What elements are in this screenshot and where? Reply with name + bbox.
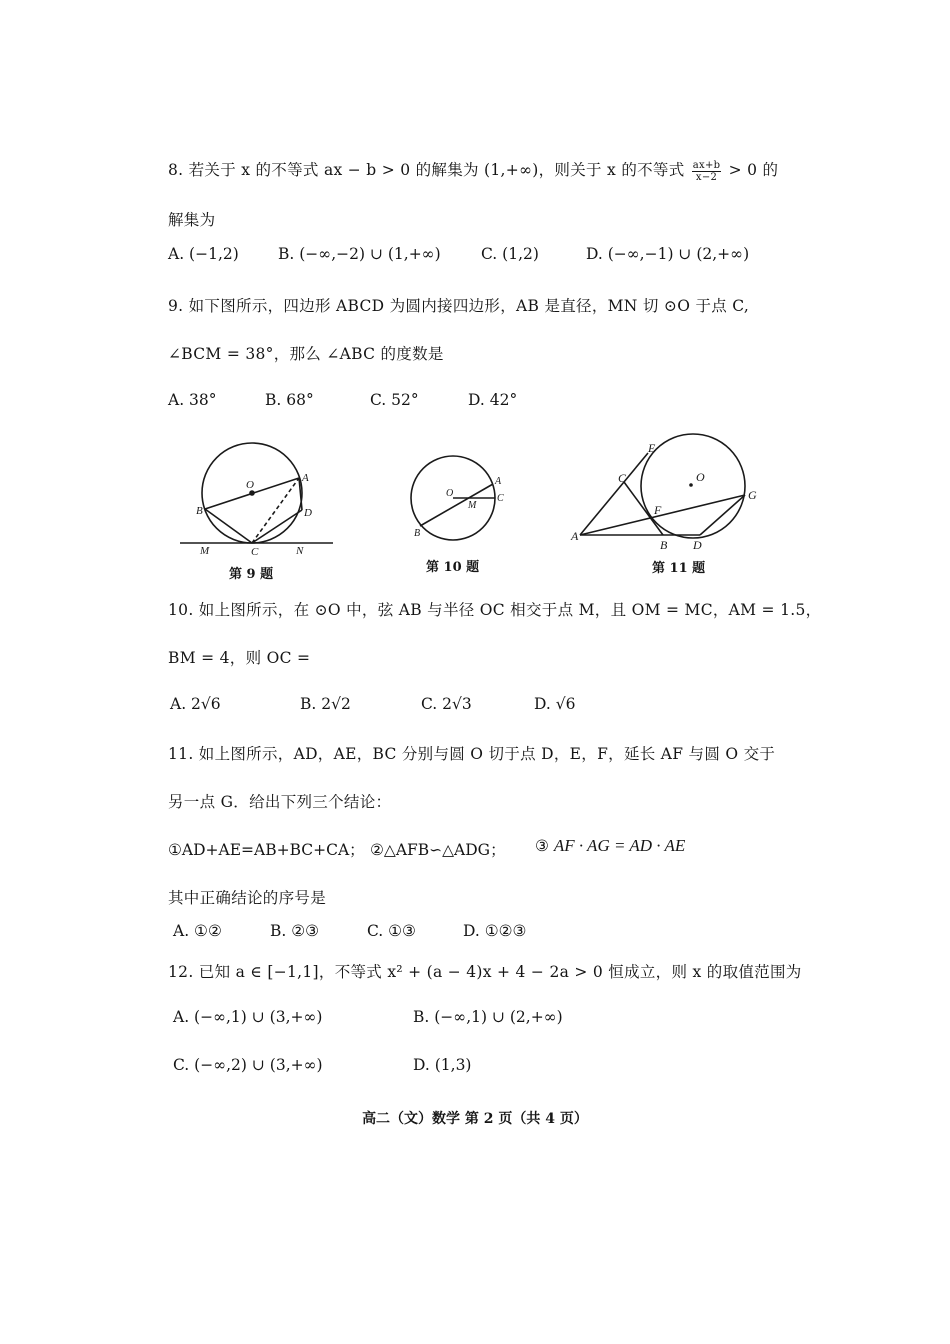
q11-conclusion-2: ②△AFB∽△ADG； [370, 841, 506, 859]
q12-option-c: C. (−∞,2) ∪ (3,+∞) [173, 1056, 323, 1074]
q8-option-d: D. (−∞,−1) ∪ (2,+∞) [586, 245, 750, 263]
fig11-label-e: E [648, 441, 656, 455]
q8-fraction-numerator: ax+b [692, 159, 721, 171]
figure-11 [580, 434, 745, 538]
fig10-chord-ab [420, 484, 493, 526]
q11-conclusion-3 [535, 836, 685, 856]
q8-fraction-denominator: x−2 [695, 171, 718, 183]
fig11-label-b: B [660, 538, 668, 552]
fig9-chord-dc [252, 510, 302, 543]
fig11-label-d: D [693, 538, 702, 552]
page-footer: 高二（文）数学 第 2 页（共 4 页） [362, 1111, 588, 1127]
q12-option-a: A. (−∞,1) ∪ (3,+∞) [173, 1008, 323, 1026]
q11-option-b: B. ②③ [270, 922, 320, 940]
fig11-caption: 第 11 题 [652, 561, 706, 576]
fig9-label-b: B [196, 505, 203, 517]
fig11-tangent-ae [580, 453, 648, 535]
fig9-label-d: D [304, 507, 312, 519]
figure-9 [180, 443, 333, 543]
fig9-label-c: C [251, 546, 259, 558]
fig9-label-a: A [302, 472, 309, 484]
fig11-label-c: C [618, 471, 627, 485]
q9-stem-line2: ∠BCM = 38°，那么 ∠ABC 的度数是 [168, 345, 444, 363]
fig9-caption: 第 9 题 [229, 567, 274, 582]
q9-stem-line1: 9. 如下图所示，四边形 ABCD 为圆内接四边形，AB 是直径，MN 切 ⊙O 于点 C, [168, 297, 750, 315]
q10-stem-line1: 10. 如上图所示，在 ⊙O 中，弦 AB 与半径 OC 相交于点 M，且 OM = MC，AM = 1.5， [168, 601, 822, 619]
q10-option-a: A. 2√6 [170, 695, 221, 713]
fig11-circle [641, 434, 745, 538]
fig11-label-o: O [696, 470, 705, 484]
q12-option-d: D. (1,3) [413, 1056, 472, 1074]
q8-option-c: C. (1,2) [481, 245, 539, 263]
fig9-center-dot [250, 491, 254, 495]
q11-stem-line4: 其中正确结论的序号是 [168, 889, 327, 907]
q8-option-a: A. (−1,2) [168, 245, 239, 263]
fig11-label-f: F [654, 503, 662, 517]
q8-stem-text-end: > 0 的 [728, 161, 779, 179]
fig10-caption: 第 10 题 [426, 560, 480, 575]
q9-option-a: A. 38° [168, 391, 217, 409]
q10-option-c: C. 2√3 [421, 695, 472, 713]
q11-conclusion-3-marker: ③ [535, 837, 549, 855]
fig9-label-o: O [246, 479, 254, 491]
fig10-label-m: M [468, 500, 477, 511]
fig10-label-o: O [446, 488, 454, 499]
q8-stem-line2: 解集为 [168, 211, 216, 229]
fig11-label-a: A [571, 529, 579, 543]
fig10-label-b: B [414, 528, 421, 539]
q8-option-b: B. (−∞,−2) ∪ (1,+∞) [278, 245, 441, 263]
fig9-label-n: N [296, 545, 304, 557]
fig9-label-m: M [200, 545, 210, 557]
fig11-label-g: G [748, 488, 757, 502]
q10-option-b: B. 2√2 [300, 695, 351, 713]
q12-option-b: B. (−∞,1) ∪ (2,+∞) [413, 1008, 563, 1026]
q12-stem-line1: 12. 已知 a ∈ [−1,1]，不等式 x² + (a − 4)x + 4 − 2a > 0 恒成立，则 x 的取值范围为 [168, 963, 802, 981]
q11-stem-line1: 11. 如上图所示，AD，AE，BC 分别与圆 O 切于点 D，E，F，延长 AF 与圆 O 交于 [168, 745, 776, 763]
q11-conclusion-1: ①AD+AE=AB+BC+CA； [168, 841, 365, 859]
q10-option-d: D. √6 [534, 695, 576, 713]
q11-option-a: A. ①② [173, 922, 222, 940]
fig9-dashed-ca [252, 478, 299, 543]
q11-option-c: C. ①③ [367, 922, 416, 940]
fig11-center-dot [689, 483, 693, 487]
fig10-label-c: C [497, 493, 504, 504]
fig10-label-a: A [495, 476, 502, 487]
q9-option-c: C. 52° [370, 391, 419, 409]
q9-option-b: B. 68° [265, 391, 314, 409]
q11-conclusion-3-formula: AF · AG = AD · AE [553, 836, 686, 855]
q11-option-d: D. ①②③ [463, 922, 527, 940]
q8-stem-text: 8. 若关于 x 的不等式 ax − b > 0 的解集为 (1,+∞)，则关于 x 的不等式 [168, 161, 685, 179]
figures-panel [0, 0, 950, 600]
q11-stem-line2: 另一点 G．给出下列三个结论： [168, 793, 392, 811]
q10-stem-line2: BM = 4，则 OC = [168, 649, 311, 667]
q9-option-d: D. 42° [468, 391, 518, 409]
